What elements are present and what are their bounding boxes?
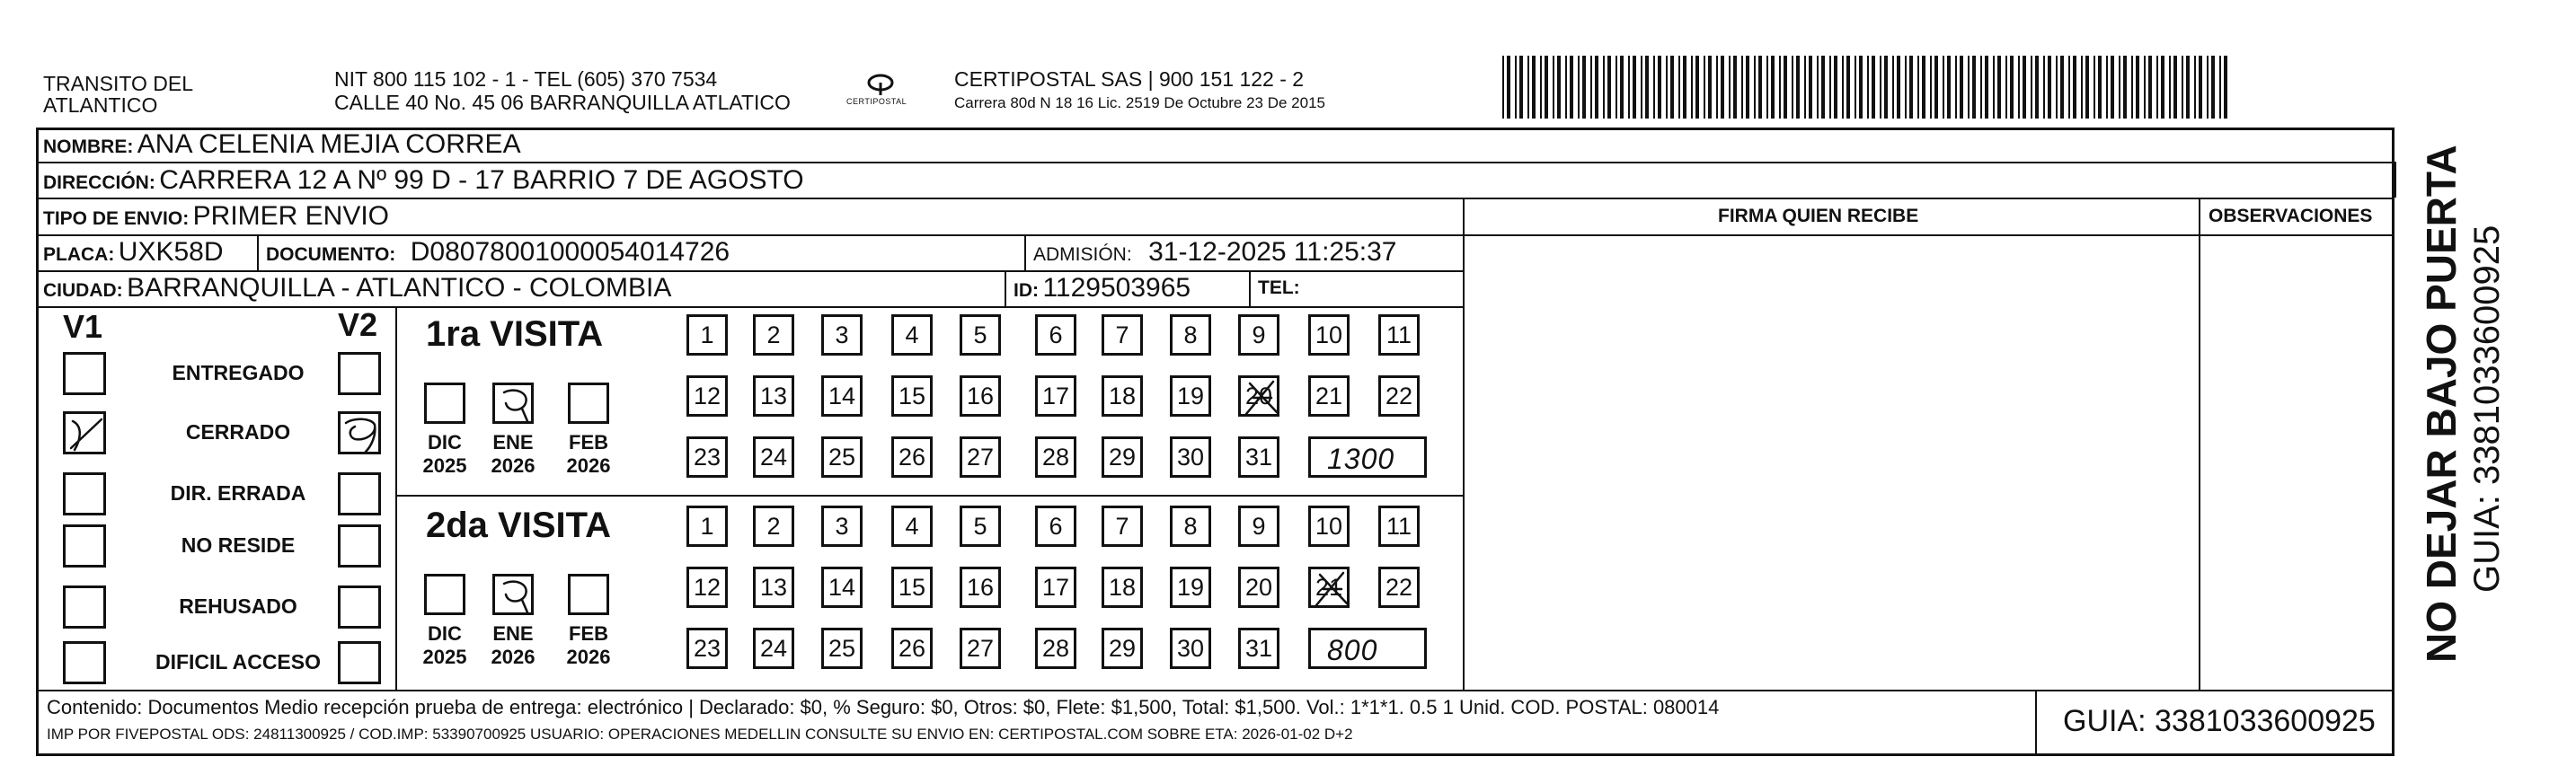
org-line-1: TRANSITO DEL — [43, 72, 193, 95]
first-day-box[interactable]: 7 — [1102, 314, 1143, 356]
second-day-box[interactable]: 19 — [1170, 567, 1211, 608]
status-label: CERRADO — [185, 420, 291, 444]
status-label: DIR. ERRADA — [170, 481, 306, 505]
first-time-box[interactable] — [1308, 436, 1427, 478]
second-month-caption — [557, 622, 620, 669]
admision-cell — [1033, 235, 1396, 274]
month-year: 2026 — [491, 646, 536, 668]
second-day-box[interactable]: 1 — [686, 506, 728, 547]
admision-label: ADMISIÓN: — [1033, 244, 1132, 265]
first-day-box[interactable]: 31 — [1238, 436, 1279, 478]
first-visit-title: 1ra VISITA — [426, 314, 604, 354]
documento-value: D08078001000054014726 — [410, 237, 730, 267]
v2-label: V2 — [338, 306, 378, 343]
month-year: 2026 — [566, 646, 611, 668]
firma-label: FIRMA QUIEN RECIBE — [1718, 206, 1919, 226]
status-label: DIFICIL ACCESO — [155, 650, 321, 673]
first-day-box[interactable]: 12 — [686, 375, 728, 417]
month-name: FEB — [569, 622, 608, 645]
first-day-box[interactable]: 24 — [753, 436, 794, 478]
second-day-box[interactable]: 15 — [891, 567, 933, 608]
first-day-box[interactable]: 17 — [1035, 375, 1076, 417]
warning-vertical: NO DEJAR BAJO PUERTA — [2418, 145, 2465, 663]
v1-checkbox[interactable] — [63, 641, 106, 684]
first-month-checkbox[interactable] — [492, 383, 534, 424]
v2-checkbox[interactable] — [338, 524, 381, 568]
second-day-box[interactable]: 29 — [1102, 628, 1143, 669]
second-day-box[interactable]: 23 — [686, 628, 728, 669]
first-day-box[interactable]: 10 — [1308, 314, 1350, 356]
second-day-box[interactable]: 24 — [753, 628, 794, 669]
documento-cell — [266, 235, 730, 274]
courier-line-1: CERTIPOSTAL SAS | 900 151 122 - 2 — [954, 67, 1305, 91]
first-day-box[interactable]: 4 — [891, 314, 933, 356]
v1-checkbox[interactable] — [63, 411, 106, 454]
first-month-caption — [413, 431, 476, 478]
placa-value: UXK58D — [118, 237, 224, 267]
first-day-box[interactable]: 22 — [1378, 375, 1420, 417]
v2-checkbox[interactable] — [338, 352, 381, 395]
guia-vertical: GUIA: 3381033600925 — [2467, 224, 2507, 593]
nombre-value: ANA CELENIA MEJIA CORREA — [137, 129, 521, 159]
first-day-box[interactable]: 26 — [891, 436, 933, 478]
first-month-checkbox[interactable] — [424, 383, 465, 424]
second-day-box[interactable]: 26 — [891, 628, 933, 669]
first-day-box[interactable]: 28 — [1035, 436, 1076, 478]
second-day-box[interactable]: 9 — [1238, 506, 1279, 547]
second-day-box[interactable]: 22 — [1378, 567, 1420, 608]
first-month-caption — [482, 431, 544, 478]
first-day-box[interactable]: 25 — [821, 436, 863, 478]
first-day-box[interactable]: 29 — [1102, 436, 1143, 478]
second-day-box[interactable]: 25 — [821, 628, 863, 669]
tel-label: TEL: — [1258, 277, 1300, 298]
barcode — [1502, 56, 2230, 119]
ciudad-label: CIUDAD: — [43, 280, 123, 301]
documento-label: DOCUMENTO: — [266, 244, 396, 265]
first-day-box[interactable]: 11 — [1378, 314, 1420, 356]
observaciones-label: OBSERVACIONES — [2209, 206, 2373, 226]
admision-value: 31-12-2025 11:25:37 — [1148, 237, 1397, 267]
second-day-box[interactable]: 20 — [1238, 567, 1279, 608]
first-day-box[interactable]: 21 — [1308, 375, 1350, 417]
v2-checkbox[interactable] — [338, 472, 381, 515]
id-value: 1129503965 — [1042, 273, 1191, 303]
second-month-caption — [413, 622, 476, 669]
first-day-box[interactable]: 3 — [821, 314, 863, 356]
second-visit-title: 2da VISITA — [426, 506, 611, 545]
first-day-box[interactable]: 9 — [1238, 314, 1279, 356]
nombre-row — [43, 128, 521, 166]
first-day-box[interactable]: 30 — [1170, 436, 1211, 478]
imp-line: IMP POR FIVEPOSTAL ODS: 24811300925 / COD.IMP: 53390700925 USUARIO: OPERACIONES MEDELLIN CONSULTE SU ENVIO EN: CERTIPOSTAL.COM SOBRE ETA: 2026-01-02 D+2 — [47, 726, 1353, 743]
status-label: REHUSADO — [179, 594, 297, 618]
waybill-frame — [36, 128, 2395, 756]
second-time-value: 800 — [1327, 634, 1378, 666]
second-day-box[interactable]: 21 — [1308, 567, 1350, 608]
month-name: DIC — [428, 622, 462, 645]
month-name: FEB — [569, 431, 608, 453]
first-day-box[interactable]: 6 — [1035, 314, 1076, 356]
tipo-value: PRIMER ENVIO — [192, 201, 390, 231]
second-month-caption — [482, 622, 544, 669]
v2-checkbox[interactable] — [338, 641, 381, 684]
first-day-box[interactable]: 2 — [753, 314, 794, 356]
tipo-row — [43, 199, 389, 238]
courier-line-2: Carrera 80d N 18 16 Lic. 2519 De Octubre 23 De 2015 — [954, 94, 1325, 111]
first-day-box[interactable]: 13 — [753, 375, 794, 417]
second-day-box[interactable]: 6 — [1035, 506, 1076, 547]
second-day-box[interactable]: 11 — [1378, 506, 1420, 547]
org-line-2: ATLANTICO — [43, 93, 158, 117]
first-day-box[interactable]: 14 — [821, 375, 863, 417]
guia-footer: GUIA: 3381033600925 — [2063, 704, 2376, 738]
ciudad-value: BARRANQUILLA - ATLANTICO - COLOMBIA — [127, 273, 672, 303]
direccion-label: DIRECCIÓN: — [43, 172, 155, 193]
first-month-caption — [557, 431, 620, 478]
second-day-box[interactable]: 27 — [960, 628, 1001, 669]
first-day-box[interactable]: 19 — [1170, 375, 1211, 417]
ciudad-cell — [43, 271, 671, 310]
address-line: CALLE 40 No. 45 06 BARRANQUILLA ATLATICO — [334, 91, 791, 114]
second-month-checkbox[interactable] — [492, 574, 534, 615]
month-name: ENE — [492, 431, 534, 453]
second-day-box[interactable]: 17 — [1035, 567, 1076, 608]
second-day-mark — [1311, 569, 1352, 617]
first-day-box[interactable]: 18 — [1102, 375, 1143, 417]
month-year: 2026 — [491, 454, 536, 477]
second-time-box[interactable] — [1308, 628, 1427, 669]
second-day-box[interactable]: 14 — [821, 567, 863, 608]
direccion-row — [43, 163, 804, 202]
second-day-box[interactable]: 8 — [1170, 506, 1211, 547]
contenido-line: Contenido: Documentos Medio recepción prueba de entrega: electrónico | Declarado: $0, % Seguro: $0, Otros: $0, Flete: $1,500, Total: $1,500. Vol.: 1*1*1. 0.5 1 Unid. COD. POSTAL: 080014 — [47, 696, 1720, 718]
second-day-box[interactable]: 4 — [891, 506, 933, 547]
month-name: DIC — [428, 431, 462, 453]
second-day-box[interactable]: 12 — [686, 567, 728, 608]
v2-checkbox[interactable] — [338, 585, 381, 629]
second-day-box[interactable]: 28 — [1035, 628, 1076, 669]
second-month-checkbox[interactable] — [568, 574, 609, 615]
first-day-box[interactable]: 23 — [686, 436, 728, 478]
second-day-box[interactable]: 7 — [1102, 506, 1143, 547]
placa-cell — [43, 235, 224, 274]
v1-checkbox[interactable] — [63, 585, 106, 629]
v2-checkbox[interactable] — [338, 411, 381, 454]
status-label: ENTREGADO — [172, 361, 305, 384]
first-day-box[interactable]: 15 — [891, 375, 933, 417]
v1-checkbox[interactable] — [63, 472, 106, 515]
v1-label: V1 — [63, 308, 103, 345]
placa-label: PLACA: — [43, 244, 115, 265]
second-month-checkbox[interactable] — [424, 574, 465, 615]
second-day-box[interactable]: 3 — [821, 506, 863, 547]
month-name: ENE — [492, 622, 534, 645]
first-day-box[interactable]: 5 — [960, 314, 1001, 356]
first-day-box[interactable]: 16 — [960, 375, 1001, 417]
second-day-box[interactable]: 10 — [1308, 506, 1350, 547]
month-year: 2025 — [422, 454, 467, 477]
first-day-box[interactable]: 27 — [960, 436, 1001, 478]
tipo-label: TIPO DE ENVIO: — [43, 208, 190, 229]
courier-logo: CERTIPOSTAL — [855, 66, 906, 117]
second-day-box[interactable]: 18 — [1102, 567, 1143, 608]
second-day-box[interactable]: 31 — [1238, 628, 1279, 669]
direccion-value: CARRERA 12 A Nº 99 D - 17 BARRIO 7 DE AGOSTO — [159, 165, 804, 195]
first-day-box[interactable]: 8 — [1170, 314, 1211, 356]
id-cell — [1014, 271, 1191, 310]
v1-checkbox[interactable] — [63, 524, 106, 568]
v1-checkbox[interactable] — [63, 352, 106, 395]
second-day-box[interactable]: 30 — [1170, 628, 1211, 669]
month-year: 2025 — [422, 646, 467, 668]
month-year: 2026 — [566, 454, 611, 477]
first-month-checkbox[interactable] — [568, 383, 609, 424]
nit-line: NIT 800 115 102 - 1 - TEL (605) 370 7534 — [334, 67, 718, 91]
id-label: ID: — [1014, 280, 1039, 301]
second-day-box[interactable]: 2 — [753, 506, 794, 547]
first-day-box[interactable]: 20 — [1238, 375, 1279, 417]
status-label: NO RESIDE — [181, 533, 296, 557]
second-day-box[interactable]: 13 — [753, 567, 794, 608]
nombre-label: NOMBRE: — [43, 136, 134, 157]
first-day-box[interactable]: 1 — [686, 314, 728, 356]
first-day-mark — [1241, 378, 1282, 426]
second-day-box[interactable]: 5 — [960, 506, 1001, 547]
first-time-value: 1300 — [1327, 443, 1395, 475]
second-day-box[interactable]: 16 — [960, 567, 1001, 608]
